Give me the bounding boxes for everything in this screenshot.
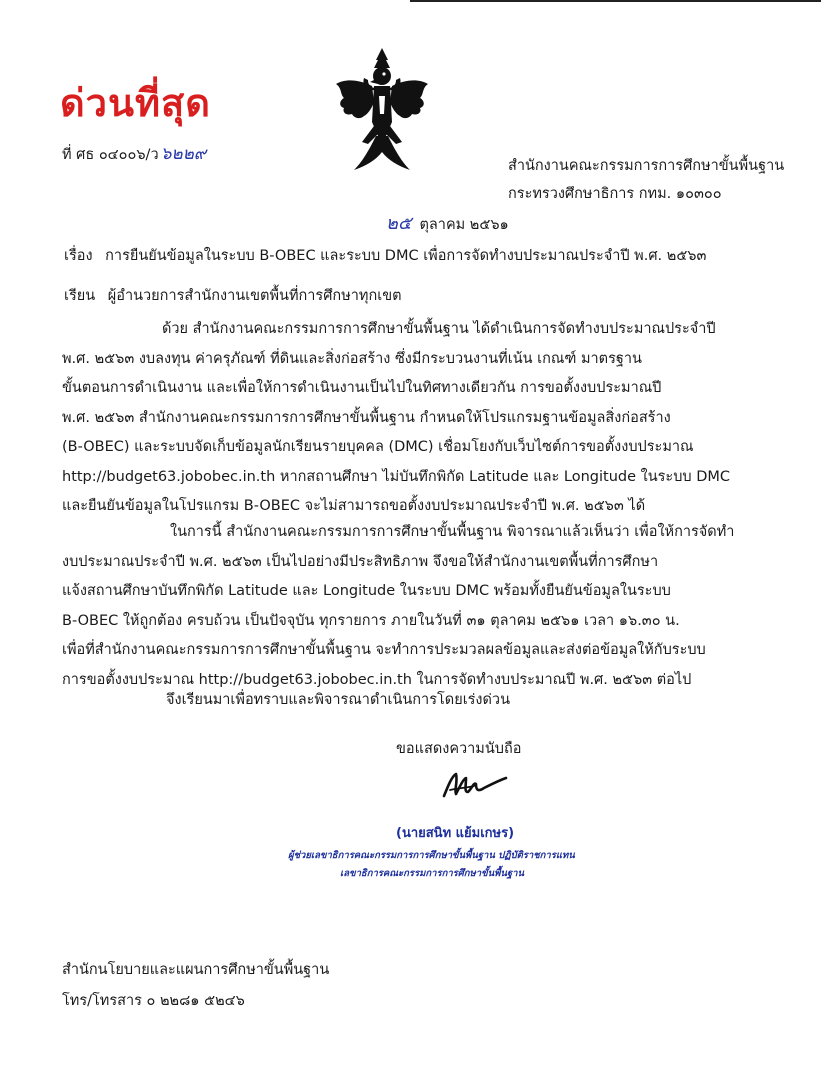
paragraph-line: การขอตั้งงบประมาณ http://budget63.jobobec.in.th ในการจัดทำงบประมาณปี พ.ศ. ๒๕๖๓ ต่อไป	[62, 671, 692, 688]
top-rule	[410, 0, 821, 2]
document-number-handwritten: ๖๒๒๙	[160, 144, 207, 164]
document-number	[62, 140, 206, 167]
date-month-year: ตุลาคม ๒๕๖๑	[419, 217, 509, 233]
paragraph-line: B-OBEC ให้ถูกต้อง ครบถ้วน เป็นปัจจุบัน ทุกรายการ ภายในวันที่ ๓๑ ตุลาคม ๒๕๖๑ เวลา ๑๖.๓๐ น.	[62, 612, 680, 629]
paragraph-line: ด้วย สำนักงานคณะกรรมการการศึกษาขั้นพื้นฐาน ได้ดำเนินการจัดทำงบประมาณประจำปี	[162, 321, 716, 337]
office-name: สำนักงานคณะกรรมการการศึกษาขั้นพื้นฐาน	[508, 158, 785, 174]
paragraph-line: http://budget63.jobobec.in.th หากสถานศึกษา ไม่บันทึกพิกัด Latitude และ Longitude ในระบบ DMC	[62, 468, 731, 485]
body-paragraph-1	[62, 315, 762, 522]
office-address: กระทรวงศึกษาธิการ กทม. ๑๐๓๐๐	[508, 186, 722, 202]
paragraph-line: และยืนยันข้อมูลในโปรแกรม B-OBEC จะไม่สามารถขอตั้งงบประมาณประจำปี พ.ศ. ๒๕๖๓ ได้	[62, 498, 646, 514]
footer-department: สำนักนโยบายและแผนการศึกษาขั้นพื้นฐาน	[62, 962, 330, 978]
signer-name: (นายสนิท แย้มเกษร)	[396, 826, 515, 841]
footer-phone: โทร/โทรสาร ๐ ๒๒๘๑ ๕๒๔๖	[62, 993, 245, 1009]
subject-text: การยืนยันข้อมูลในระบบ B-OBEC และระบบ DMC เพื่อการจัดทำงบประมาณประจำปี พ.ศ. ๒๕๖๓	[105, 248, 707, 264]
paragraph-line: พ.ศ. ๒๕๖๓ งบลงทุน ค่าครุภัณฑ์ ที่ดินและสิ่งก่อสร้าง ซึ่งมีกระบวนงานที่เน้น เกณฑ์ มาตรฐาน	[62, 350, 642, 367]
document-number-prefix: ที่ ศธ ๐๔๐๐๖/ว	[62, 147, 159, 163]
subject-line	[64, 244, 706, 267]
paragraph-line: แจ้งสถานศึกษาบันทึกพิกัด Latitude และ Longitude ในระบบ DMC พร้อมทั้งยืนยันข้อมูลในระบบ	[62, 583, 671, 599]
recipient-label: เรียน	[64, 288, 96, 304]
office-address-block	[508, 152, 784, 208]
signer-position-2: เลขาธิการคณะกรรมการการศึกษาขั้นพื้นฐาน	[340, 868, 524, 879]
paragraph-line: ขั้นตอนการดำเนินงาน และเพื่อให้การดำเนินงานเป็นไปในทิศทางเดียวกัน การขอตั้งงบประมาณปี	[62, 380, 662, 396]
regards-line: ขอแสดงความนับถือ	[396, 741, 522, 757]
handwritten-signature-icon	[440, 768, 510, 802]
paragraph-line: งบประมาณประจำปี พ.ศ. ๒๕๖๓ เป็นไปอย่างมีประสิทธิภาพ จึงขอให้สำนักงานเขตพื้นที่การศึกษา	[62, 553, 659, 570]
garuda-emblem-icon	[332, 44, 432, 174]
recipient-line	[64, 284, 402, 307]
recipient-text: ผู้อำนวยการสำนักงานเขตพื้นที่การศึกษาทุกเขต	[107, 288, 402, 304]
paragraph-line: (B-OBEC) และระบบจัดเก็บข้อมูลนักเรียนรายบุคคล (DMC) เชื่อมโยงกับเว็บไซต์การขอตั้งงบประมาณ	[62, 439, 694, 455]
closing-sentence: จึงเรียนมาเพื่อทราบและพิจารณาดำเนินการโดยเร่งด่วน	[166, 692, 510, 708]
paragraph-line: เพื่อที่สำนักงานคณะกรรมการการศึกษาขั้นพื้นฐาน จะทำการประมวลผลข้อมูลและส่งต่อข้อมูลให้กับระบบ	[62, 642, 706, 658]
body-paragraph-2	[62, 518, 762, 695]
paragraph-line: พ.ศ. ๒๕๖๓ สำนักงานคณะกรรมการการศึกษาขั้นพื้นฐาน กำหนดให้โปรแกรมฐานข้อมูลสิ่งก่อสร้าง	[62, 409, 671, 426]
footer-contact	[62, 955, 329, 1017]
letter-date	[386, 208, 509, 237]
signer-position-1: ผู้ช่วยเลขาธิการคณะกรรมการการศึกษาขั้นพื้นฐาน ปฏิบัติราชการแทน	[288, 850, 575, 861]
subject-label: เรื่อง	[64, 248, 93, 264]
date-day-handwritten: ๒๕	[386, 213, 412, 234]
urgency-stamp: ด่วนที่สุด	[60, 81, 211, 125]
paragraph-line: ในการนี้ สำนักงานคณะกรรมการการศึกษาขั้นพื้นฐาน พิจารณาแล้วเห็นว่า เพื่อให้การจัดทำ	[170, 524, 735, 540]
